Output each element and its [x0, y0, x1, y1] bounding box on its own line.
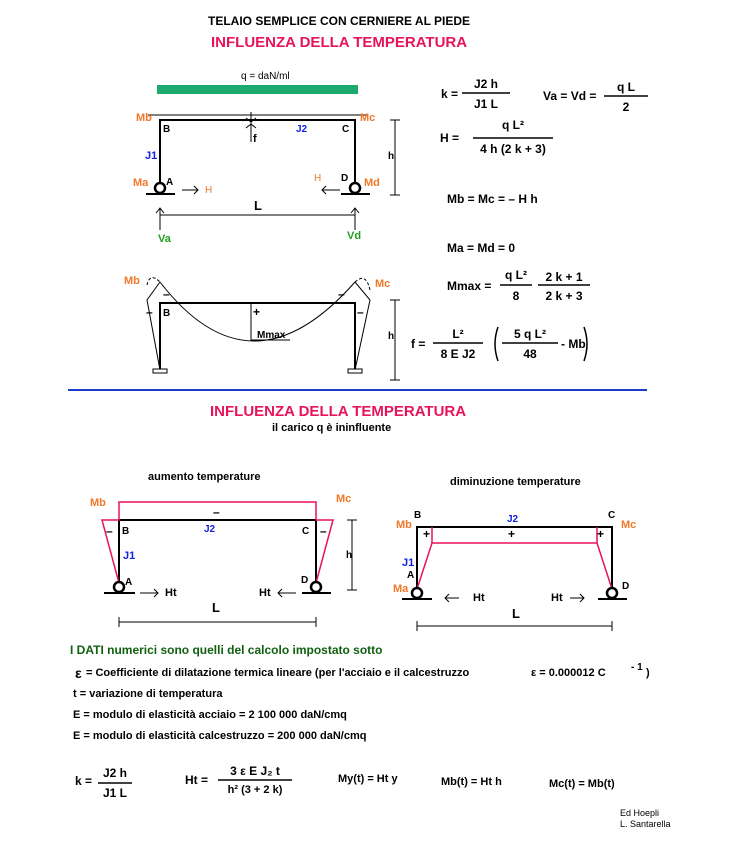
k2-numerator: J2 h: [102, 766, 127, 780]
frame2-label-b: B: [163, 308, 171, 319]
frame4-label-c: C: [608, 510, 616, 521]
frame4-label-l: L: [512, 606, 520, 621]
frame4-hinge-a: [412, 588, 422, 598]
mmax-label: Mmax =: [447, 279, 492, 293]
frame2-base-left: [153, 369, 167, 373]
frame4-sign-plus-left: +: [423, 527, 431, 541]
label-h: h: [388, 151, 395, 162]
label-va: Va: [158, 233, 171, 245]
left-diagram-title: aumento temperature: [148, 471, 261, 483]
label-ma: Ma: [133, 177, 149, 189]
frame4-sign-plus-mid: +: [508, 527, 516, 541]
distributed-load-bar: [157, 85, 358, 94]
section2-subtitle: il carico q è ininfluente: [272, 422, 392, 434]
frame4-hinge-d: [607, 588, 617, 598]
frame3-label-a: A: [125, 577, 133, 588]
frame3-label-ht-left: Ht: [165, 587, 177, 599]
frame3-label-l: L: [212, 600, 220, 615]
notes-epsilon-close: ): [646, 667, 650, 679]
mct-formula: Mc(t) = Mb(t): [549, 778, 615, 790]
frame2-label-h: h: [388, 331, 395, 342]
frame4-label-j1: J1: [402, 557, 415, 569]
frame2-left-column-moment: [147, 282, 160, 370]
label-mc: Mc: [360, 112, 376, 124]
H-denominator: 4 h (2 k + 3): [480, 142, 546, 156]
notes-epsilon-text: = Coefficiente di dilatazione termica lineare (per l'acciaio e il calcestruzzo: [86, 667, 470, 679]
page-subtitle: INFLUENZA DELLA TEMPERATURA: [211, 34, 468, 51]
page-title: TELAIO SEMPLICE CON CERNIERE AL PIEDE: [208, 14, 471, 28]
frame3-hinge-a: [114, 582, 124, 592]
frame4-ht-arrow-left: [445, 594, 459, 602]
k-label: k =: [441, 87, 459, 101]
my-formula: My(t) = Ht y: [338, 773, 398, 785]
frame4-ht-arrow-right: [570, 594, 584, 602]
label-mb: Mb: [136, 112, 152, 124]
frame1-hinge-a: [155, 183, 165, 193]
frame2-dashed-caps: [147, 278, 370, 290]
H-label: H =: [440, 131, 460, 145]
mmax-num2: 2 k + 1: [545, 270, 583, 284]
label-f: f: [253, 133, 257, 145]
frame2-sign-minus-left-col: –: [146, 305, 153, 319]
f-numerator: L²: [452, 327, 464, 341]
mbt-formula: Mb(t) = Ht h: [441, 776, 502, 788]
mmax-den2: 2 k + 3: [545, 289, 583, 303]
frame3-sign-minus-left: –: [106, 524, 113, 538]
f-label: f =: [411, 337, 426, 351]
frame4-l-dimension: [417, 621, 612, 631]
va-numerator: q L: [617, 80, 635, 94]
mmax-den1: 8: [512, 289, 520, 303]
f-tail: - Mb: [561, 337, 586, 351]
notes-e-steel: E = modulo di elasticità acciaio = 2 100 000 daN/cmq: [73, 709, 347, 721]
frame2-sign-plus: +: [253, 305, 261, 319]
frame2-sign-minus-right-beam: –: [338, 287, 345, 301]
frame3-ht-arrow-right: [278, 589, 296, 597]
frame3-label-j2: J2: [204, 524, 216, 535]
label-c: C: [342, 124, 350, 135]
k2-label: k =: [75, 774, 93, 788]
ht-label: Ht =: [185, 773, 209, 787]
notes-t: t = variazione di temperatura: [73, 688, 223, 700]
credit-publisher: Ed Hoepli: [620, 808, 660, 818]
label-md: Md: [364, 177, 380, 189]
credit-author: L. Santarella: [620, 819, 671, 829]
k2-denominator: J1 L: [102, 786, 127, 800]
frame4-label-ma: Ma: [393, 583, 409, 595]
notes-epsilon-exponent: - 1: [631, 662, 643, 673]
frame2-sign-minus-left-beam: –: [163, 287, 170, 301]
mb-formula: Mb = Mc = – H h: [447, 192, 538, 206]
frame3-label-b: B: [122, 526, 130, 537]
frame3-label-h: h: [346, 550, 353, 561]
va-denominator: 2: [622, 100, 630, 114]
f-inner-denominator: 48: [523, 347, 537, 361]
label-j2: J2: [296, 124, 308, 135]
frame4-label-mc: Mc: [621, 519, 637, 531]
notes-e-concrete: E = modulo di elasticità calcestruzzo = 200 000 daN/cmq: [73, 730, 367, 742]
frame4-label-ht-right: Ht: [551, 592, 563, 604]
va-label: Va = Vd =: [543, 89, 597, 103]
label-l: L: [254, 198, 262, 213]
paren-left: [495, 327, 498, 361]
frame2-label-mmax: Mmax: [257, 330, 286, 341]
label-vd: Vd: [347, 230, 362, 242]
frame3-ht-arrow-left: [140, 589, 158, 597]
frame3-sign-minus-top: –: [213, 505, 220, 519]
frame3-hinge-d: [311, 582, 321, 592]
notes-intro: I DATI numerici sono quelli del calcolo impostato sotto: [70, 643, 383, 657]
section2-title: INFLUENZA DELLA TEMPERATURA: [210, 403, 467, 420]
frame2-base-right: [348, 369, 362, 373]
ht-numerator: 3 ε E J₂ t: [230, 764, 280, 778]
k-denominator: J1 L: [473, 97, 498, 111]
frame3-label-ht-right: Ht: [259, 587, 271, 599]
frame1-vd-arrow: [351, 208, 359, 230]
frame4-label-d: D: [622, 581, 630, 592]
frame3-label-mb: Mb: [90, 497, 106, 509]
label-h-right: H: [314, 173, 322, 184]
frame4-label-j2: J2: [507, 514, 519, 525]
load-label: q = daN/ml: [241, 71, 290, 82]
frame3-l-dimension: [119, 617, 316, 627]
frame3-label-j1: J1: [123, 550, 136, 562]
frame4-sign-plus-right: +: [597, 527, 605, 541]
fraction-bars: [98, 93, 648, 783]
frame1-hinge-d: [350, 183, 360, 193]
frame1-structure: [160, 120, 355, 186]
mmax-num1: q L²: [505, 268, 527, 282]
H-numerator: q L²: [502, 118, 524, 132]
frame4-label-a: A: [407, 570, 415, 581]
label-a: A: [166, 177, 174, 188]
frame1-va-arrow: [156, 208, 164, 230]
label-d: D: [341, 173, 349, 184]
frame2-right-column-moment: [355, 282, 370, 370]
frame4-label-ht-left: Ht: [473, 592, 485, 604]
label-h-left: H: [205, 185, 213, 196]
frame4-label-b: B: [414, 510, 422, 521]
frame1-h-arrow-left: [182, 186, 198, 194]
label-j1: J1: [145, 150, 158, 162]
right-diagram-title: diminuzione temperature: [450, 476, 581, 488]
label-b: B: [163, 124, 171, 135]
frame4-label-mb: Mb: [396, 519, 412, 531]
frame3-label-c: C: [302, 526, 310, 537]
frame2-sign-minus-right-col: –: [357, 305, 364, 319]
k-numerator: J2 h: [473, 77, 498, 91]
frame3-structure: [119, 520, 316, 583]
ht-denominator: h² (3 + 2 k): [227, 784, 283, 796]
frame4-moment-diagram: [417, 543, 612, 589]
frame2-label-mc: Mc: [375, 278, 391, 290]
f-inner-numerator: 5 q L²: [514, 327, 546, 341]
frame3-label-d: D: [301, 575, 309, 586]
frame3-label-mc: Mc: [336, 493, 352, 505]
notes-epsilon-symbol: ε: [75, 665, 82, 681]
frame2-label-mb: Mb: [124, 275, 140, 287]
frame1-h-arrow-right: [322, 186, 340, 194]
f-denominator: 8 E J2: [440, 347, 476, 361]
ma-formula: Ma = Md = 0: [447, 241, 516, 255]
frame3-sign-minus-right: –: [320, 524, 327, 538]
notes-epsilon-value: ε = 0.000012 C: [531, 667, 606, 679]
